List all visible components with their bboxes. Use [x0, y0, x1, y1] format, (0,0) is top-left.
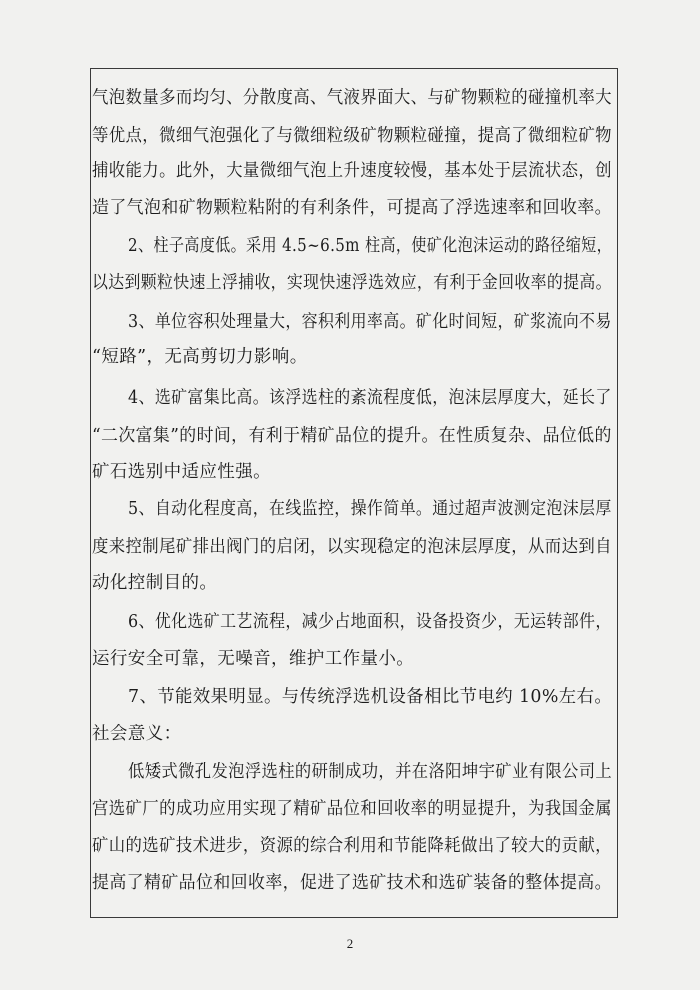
section-heading: 社会意义：	[92, 724, 182, 744]
text-line: 提高了精矿品位和回收率，促进了选矿技术和选矿装备的整体提高。	[92, 873, 612, 893]
text-line: 2、柱子高度低。采用 4.5~6.5m 柱高，使矿化泡沫运动的路径缩短，	[128, 236, 613, 256]
text-line: 矿石选别中适应性强。	[92, 462, 271, 482]
text-line: 以达到颗粒快速上浮捕收，实现快速浮选效应，有利于金回收率的提高。	[92, 273, 612, 293]
text-line: 3、单位容积处理量大，容积利用率高。矿化时间短，矿浆流向不易	[128, 312, 612, 332]
text-line: 造了气泡和矿物颗粒粘附的有利条件，可提高了浮选速率和回收率。	[92, 198, 612, 218]
text-line: 矿山的选矿技术进步，资源的综合利用和节能降耗做出了较大的贡献，	[92, 836, 612, 856]
text-line: 5、自动化程度高，在线监控，操作简单。通过超声波测定泡沫层厚	[128, 499, 612, 519]
text-line: 6、优化选矿工艺流程，减少占地面积，设备投资少，无运转部件，	[128, 612, 612, 632]
text-line: 气泡数量多而均匀、分散度高、气液界面大、与矿物颗粒的碰撞机率大	[92, 88, 612, 108]
text-line: 运行安全可靠，无噪音，维护工作量小。	[92, 649, 415, 669]
text-line: 捕收能力。此外，大量微细气泡上升速度较慢，基本处于层流状态，创	[92, 161, 612, 181]
text-line: 低矮式微孔发泡浮选柱的研制成功，并在洛阳坤宇矿业有限公司上	[128, 762, 613, 782]
text-line: 等优点，微细气泡强化了与微细粒级矿物颗粒碰撞，提高了微细粒矿物	[92, 126, 612, 146]
text-line: “短路”，无高剪切力影响。	[92, 347, 308, 367]
text-line: 动化控制目的。	[92, 573, 218, 593]
text-line: “二次富集”的时间，有利于精矿品位的提升。在性质复杂、品位低的	[92, 426, 612, 446]
text-line: 度来控制尾矿排出阀门的启闭，以实现稳定的泡沫层厚度，从而达到自	[92, 537, 612, 557]
text-line: 宫选矿厂的成功应用实现了精矿品位和回收率的明显提升，为我国金属	[92, 799, 612, 819]
text-line: 7、节能效果明显。与传统浮选机设备相比节电约 10%左右。	[128, 687, 613, 707]
text-line: 4、选矿富集比高。该浮选柱的紊流程度低，泡沫层厚度大，延长了	[128, 388, 612, 408]
page-number: 2	[346, 936, 354, 951]
